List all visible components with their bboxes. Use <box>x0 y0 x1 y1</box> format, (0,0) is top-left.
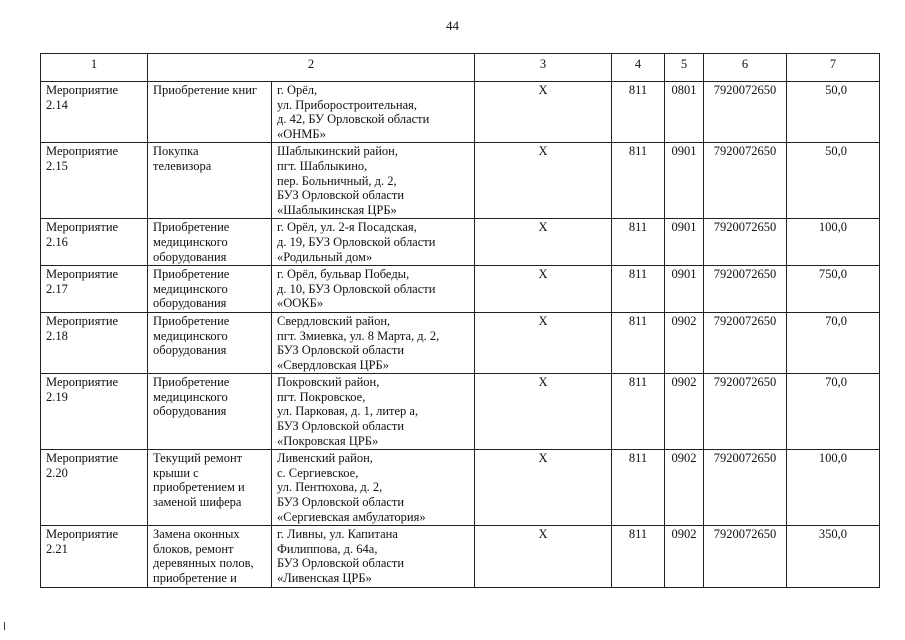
col5-cell: 0902 <box>665 374 704 450</box>
description-cell <box>148 374 272 450</box>
cell-line: пер. Больничный, д. 2, <box>277 173 397 188</box>
address-cell <box>272 219 475 266</box>
address-cell <box>272 143 475 219</box>
cell-line: 2.20 <box>46 465 68 480</box>
cell-line: Мероприятие <box>46 527 119 542</box>
col5-cell: 0902 <box>665 526 704 587</box>
cell-line: д. 19, БУЗ Орловской области <box>277 234 436 249</box>
cell-line: заменой шифера <box>153 495 242 510</box>
cell-line: Приобретение <box>153 267 230 282</box>
description-cell <box>148 82 272 143</box>
col3-cell: X <box>475 374 612 450</box>
col6-cell: 7920072650 <box>704 266 787 313</box>
cell-line: крыши с <box>153 465 199 480</box>
col6-cell: 7920072650 <box>704 374 787 450</box>
col4-cell: 811 <box>612 143 665 219</box>
cell-line: «Свердловская ЦРБ» <box>277 357 389 372</box>
cell-line: Приобретение <box>153 220 230 235</box>
cell-line: 2.18 <box>46 328 68 343</box>
cell-line: медицинского <box>153 389 228 404</box>
cell-line: деревянных полов, <box>153 556 254 571</box>
cell-line: «ООКБ» <box>277 296 324 311</box>
table-row <box>41 312 880 373</box>
col7-cell: 100,0 <box>787 219 880 266</box>
col6-cell: 7920072650 <box>704 450 787 526</box>
cell-line: БУЗ Орловской области <box>277 495 405 510</box>
col7-cell: 70,0 <box>787 374 880 450</box>
cell-line: оборудования <box>153 343 227 358</box>
description-cell <box>148 266 272 313</box>
cell-line: Приобретение <box>153 375 230 390</box>
col6-cell: 7920072650 <box>704 82 787 143</box>
col4-cell: 811 <box>612 450 665 526</box>
col3-cell: X <box>475 526 612 587</box>
cell-line: Мероприятие <box>46 144 119 159</box>
cell-line: д. 10, БУЗ Орловской области <box>277 281 436 296</box>
col6-cell: 7920072650 <box>704 526 787 587</box>
cell-line: Мероприятие <box>46 220 119 235</box>
col5-cell: 0901 <box>665 266 704 313</box>
cell-line: пгт. Покровское, <box>277 389 366 404</box>
address-cell <box>272 450 475 526</box>
table-row <box>41 450 880 526</box>
event-cell <box>41 526 148 587</box>
col6-cell: 7920072650 <box>704 219 787 266</box>
col3-cell: X <box>475 450 612 526</box>
cell-line: г. Орёл, <box>277 83 318 97</box>
cell-line: Текущий ремонт <box>153 451 243 466</box>
col6-cell: 7920072650 <box>704 312 787 373</box>
event-cell <box>41 219 148 266</box>
header-col-6: 6 <box>704 54 787 82</box>
event-cell <box>41 374 148 450</box>
description-cell <box>148 450 272 526</box>
header-col-5: 5 <box>665 54 704 82</box>
col3-cell: X <box>475 82 612 143</box>
address-cell <box>272 312 475 373</box>
cell-line: оборудования <box>153 296 227 311</box>
cell-line: «ОНМБ» <box>277 126 326 141</box>
cell-line: Покупка <box>153 144 199 159</box>
cell-line: Покровский район, <box>277 375 380 390</box>
header-col-2: 2 <box>148 54 475 82</box>
col7-cell: 70,0 <box>787 312 880 373</box>
col5-cell: 0902 <box>665 450 704 526</box>
page-number: 44 <box>446 18 459 33</box>
cell-line: блоков, ремонт <box>153 541 234 556</box>
cell-line: Мероприятие <box>46 313 119 328</box>
col3-cell: X <box>475 143 612 219</box>
cell-line: Приобретение <box>153 313 230 328</box>
cell-line: Приобретение книг <box>153 83 258 97</box>
table-row <box>41 82 880 143</box>
header-row <box>41 54 880 82</box>
cell-line: телевизора <box>153 158 212 173</box>
col5-cell: 0801 <box>665 82 704 143</box>
description-cell <box>148 312 272 373</box>
cell-line: Мероприятие <box>46 375 119 390</box>
address-cell <box>272 82 475 143</box>
cell-line: Свердловский район, <box>277 313 391 328</box>
cell-line: Шаблыкинский район, <box>277 144 398 159</box>
col4-cell: 811 <box>612 374 665 450</box>
address-cell <box>272 266 475 313</box>
col5-cell: 0901 <box>665 143 704 219</box>
cell-line: «Родильный дом» <box>277 249 373 264</box>
cell-line: г. Ливны, ул. Капитана <box>277 527 398 542</box>
cell-line: БУЗ Орловской области <box>277 556 405 571</box>
cell-line: Мероприятие <box>46 451 119 466</box>
cell-line: Мероприятие <box>46 83 119 97</box>
description-cell <box>148 143 272 219</box>
col3-cell: X <box>475 266 612 313</box>
cell-line: Филиппова, д. 64а, <box>277 541 378 556</box>
cell-line: ул. Пентюхова, д. 2, <box>277 480 383 495</box>
cell-line: медицинского <box>153 328 228 343</box>
table-row <box>41 374 880 450</box>
col5-cell: 0902 <box>665 312 704 373</box>
event-cell <box>41 312 148 373</box>
address-cell <box>272 374 475 450</box>
table-body <box>41 82 880 588</box>
cell-line: пгт. Шаблыкино, <box>277 158 368 173</box>
description-cell <box>148 219 272 266</box>
cell-line: Ливенский район, <box>277 451 373 466</box>
cell-line: д. 42, БУ Орловской области <box>277 112 430 127</box>
budget-table <box>40 53 880 588</box>
cell-line: «Шаблыкинская ЦРБ» <box>277 202 397 217</box>
header-col-1: 1 <box>41 54 148 82</box>
col3-cell: X <box>475 312 612 373</box>
cell-line: БУЗ Орловской области <box>277 419 405 434</box>
col4-cell: 811 <box>612 266 665 313</box>
col7-cell: 750,0 <box>787 266 880 313</box>
col4-cell: 811 <box>612 82 665 143</box>
cell-line: 2.15 <box>46 158 68 173</box>
table-row <box>41 219 880 266</box>
cell-line: пгт. Змиевка, ул. 8 Марта, д. 2, <box>277 328 440 343</box>
cell-line: приобретением и <box>153 480 245 495</box>
cell-line: Мероприятие <box>46 267 119 282</box>
cell-line: 2.16 <box>46 234 68 249</box>
cell-line: оборудования <box>153 249 227 264</box>
description-cell <box>148 526 272 587</box>
cell-line: г. Орёл, ул. 2-я Посадская, <box>277 220 417 235</box>
table-row <box>41 266 880 313</box>
col7-cell: 50,0 <box>787 143 880 219</box>
cell-line: ул. Приборостроительная, <box>277 97 417 112</box>
event-cell <box>41 450 148 526</box>
table-header <box>41 54 880 82</box>
cell-line: «Ливенская ЦРБ» <box>277 571 372 585</box>
cell-line: 2.17 <box>46 281 68 296</box>
cell-line: Замена оконных <box>153 527 240 542</box>
cell-line: 2.19 <box>46 389 68 404</box>
col4-cell: 811 <box>612 526 665 587</box>
header-col-7: 7 <box>787 54 880 82</box>
table-row <box>41 526 880 587</box>
event-cell <box>41 143 148 219</box>
cell-line: БУЗ Орловской области <box>277 188 405 203</box>
margin-mark <box>4 622 5 630</box>
address-cell <box>272 526 475 587</box>
col6-cell: 7920072650 <box>704 143 787 219</box>
col7-cell: 100,0 <box>787 450 880 526</box>
header-col-4: 4 <box>612 54 665 82</box>
event-cell <box>41 266 148 313</box>
cell-line: г. Орёл, бульвар Победы, <box>277 267 410 282</box>
cell-line: медицинского <box>153 234 228 249</box>
col7-cell: 50,0 <box>787 82 880 143</box>
event-cell <box>41 82 148 143</box>
col7-cell: 350,0 <box>787 526 880 587</box>
cell-line: приобретение и <box>153 571 237 585</box>
cell-line: БУЗ Орловской области <box>277 343 405 358</box>
col3-cell: X <box>475 219 612 266</box>
cell-line: 2.14 <box>46 97 68 112</box>
table-row <box>41 143 880 219</box>
cell-line: «Сергиевская амбулатория» <box>277 509 426 524</box>
col4-cell: 811 <box>612 219 665 266</box>
col5-cell: 0901 <box>665 219 704 266</box>
cell-line: медицинского <box>153 281 228 296</box>
cell-line: 2.21 <box>46 541 68 556</box>
cell-line: с. Сергиевское, <box>277 465 359 480</box>
cell-line: оборудования <box>153 404 227 419</box>
header-col-3: 3 <box>475 54 612 82</box>
col4-cell: 811 <box>612 312 665 373</box>
cell-line: ул. Парковая, д. 1, литер а, <box>277 404 419 419</box>
cell-line: «Покровская ЦРБ» <box>277 433 379 448</box>
